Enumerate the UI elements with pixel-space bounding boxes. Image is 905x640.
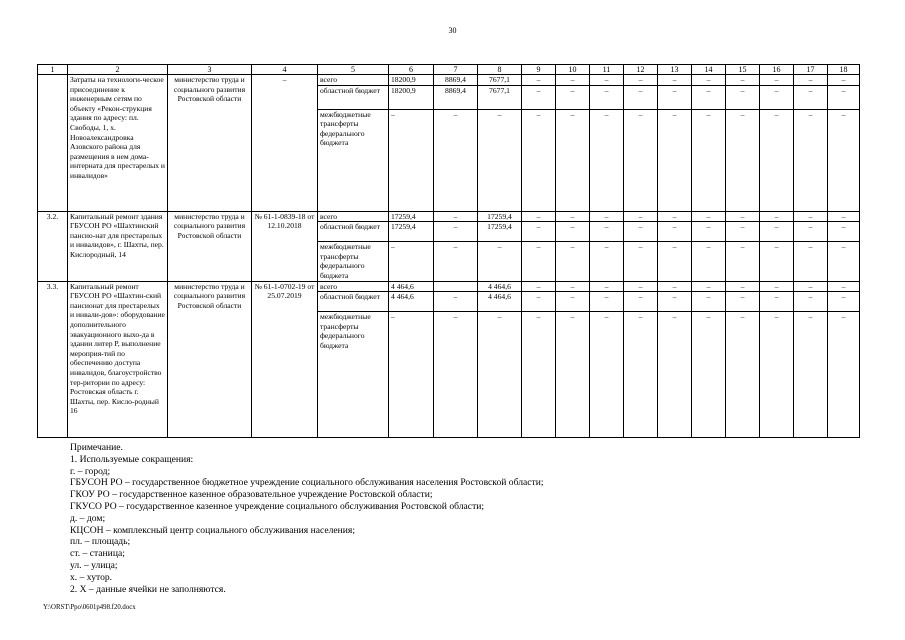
value-total: –	[389, 312, 434, 438]
value-year: –	[828, 292, 860, 312]
value-year: –	[590, 292, 624, 312]
row-number	[38, 75, 68, 212]
value-year: –	[434, 222, 478, 242]
column-number: 4	[252, 65, 318, 75]
value-year: –	[556, 85, 590, 109]
value-year: –	[760, 292, 794, 312]
column-number: 15	[726, 65, 760, 75]
funding-source: межбюджетные трансферты федерального бюджета	[318, 242, 389, 281]
note-line: д. – дом;	[70, 512, 106, 524]
value-year: –	[726, 281, 760, 292]
value-year: –	[760, 75, 794, 86]
value-year: –	[590, 75, 624, 86]
column-number-row	[38, 65, 860, 75]
funding-source: межбюджетные трансферты федерального бюджета	[318, 312, 389, 438]
column-number: 8	[478, 65, 522, 75]
value-year: 7677,1	[478, 85, 522, 109]
note-line: ГКУСО РО – государственное казенное учреждение социального обслуживания Ростовской области;	[70, 500, 485, 512]
row-number: 3.3.	[38, 281, 68, 438]
funding-source: областной бюджет	[318, 292, 389, 312]
value-year: –	[522, 242, 556, 281]
value-year: –	[590, 242, 624, 281]
value-year: –	[556, 281, 590, 292]
column-number: 16	[760, 65, 794, 75]
value-year: –	[828, 211, 860, 222]
value-year: –	[590, 222, 624, 242]
value-year: –	[556, 211, 590, 222]
value-year: –	[522, 85, 556, 109]
value-year: –	[522, 222, 556, 242]
value-year: –	[522, 312, 556, 438]
value-year: –	[590, 281, 624, 292]
value-year: –	[692, 242, 726, 281]
note-line: Примечание.	[70, 442, 123, 453]
funding-source: всего	[318, 281, 389, 292]
value-year: –	[434, 242, 478, 281]
value-year: –	[478, 109, 522, 211]
note-line: х. – хутор.	[70, 571, 113, 583]
column-number: 12	[624, 65, 658, 75]
note-line: ГКОУ РО – государственное казенное образовательное учреждение Ростовской области;	[70, 489, 433, 501]
value-year: –	[658, 281, 692, 292]
value-year: –	[522, 211, 556, 222]
value-year: –	[760, 222, 794, 242]
value-year: –	[794, 109, 828, 211]
value-year: –	[692, 211, 726, 222]
value-year: –	[658, 211, 692, 222]
measure-description: Капитальный ремонт ГБУСОН РО «Шахтин-ский пансионат для престарелых и инвали-дов»: оборудование дополнительного эвакуационного выхо-да в здании литер Р, выполнение мероприя-тий по обеспечению доступа инвалидов, благоустройство тер-ритории по адресу: Ростовская область г. Шахты, пер. Кисло-родный 16	[68, 281, 168, 438]
value-year: –	[624, 281, 658, 292]
value-year: –	[624, 85, 658, 109]
value-year: –	[658, 75, 692, 86]
value-year: –	[556, 312, 590, 438]
page-number: 30	[448, 26, 457, 35]
value-year: –	[828, 109, 860, 211]
value-year: –	[556, 222, 590, 242]
column-number: 3	[168, 65, 252, 75]
value-year: –	[794, 281, 828, 292]
value-year: –	[658, 109, 692, 211]
value-year: –	[590, 109, 624, 211]
value-year: –	[692, 109, 726, 211]
value-year: –	[658, 292, 692, 312]
value-year: –	[726, 242, 760, 281]
value-year: –	[828, 222, 860, 242]
program-table	[37, 64, 860, 438]
value-year: –	[692, 85, 726, 109]
note-line: ГБУСОН РО – государственное бюджетное учреждение социального обслуживания населения Ростовской области;	[70, 477, 544, 489]
note-line: КЦСОН – комплексный центр социального обслуживания населения;	[70, 524, 356, 536]
value-total: 4 464,6	[389, 281, 434, 292]
value-year: –	[760, 85, 794, 109]
value-year: –	[624, 211, 658, 222]
value-year: –	[556, 109, 590, 211]
value-total: 18200,9	[389, 85, 434, 109]
value-year: –	[556, 292, 590, 312]
value-year: –	[760, 211, 794, 222]
column-number: 5	[318, 65, 389, 75]
value-year: 4 464,6	[478, 281, 522, 292]
value-year: –	[522, 281, 556, 292]
column-number: 6	[389, 65, 434, 75]
note-line: 1. Используемые сокращения:	[70, 453, 194, 465]
value-year: –	[434, 211, 478, 222]
value-year: –	[624, 312, 658, 438]
value-year: 7677,1	[478, 75, 522, 86]
value-year: –	[692, 281, 726, 292]
value-year: 17259,4	[478, 222, 522, 242]
value-year: 8869,4	[434, 85, 478, 109]
value-year: –	[828, 242, 860, 281]
value-year: –	[726, 292, 760, 312]
column-number: 1	[38, 65, 68, 75]
value-total: –	[389, 109, 434, 211]
value-year: –	[658, 222, 692, 242]
value-year: –	[624, 109, 658, 211]
value-year: –	[828, 75, 860, 86]
value-total: 4 464,6	[389, 292, 434, 312]
column-number: 10	[556, 65, 590, 75]
responsible-executor: министерство труда и социального развития Ростовской области	[168, 211, 252, 281]
value-year: –	[522, 75, 556, 86]
table-row	[38, 75, 860, 86]
value-year: –	[760, 109, 794, 211]
value-year: 8869,4	[434, 75, 478, 86]
column-number: 11	[590, 65, 624, 75]
value-year: –	[760, 312, 794, 438]
funding-source: всего	[318, 211, 389, 222]
value-year: –	[726, 85, 760, 109]
value-year: –	[692, 75, 726, 86]
table-row	[38, 281, 860, 292]
value-year: –	[828, 312, 860, 438]
funding-source: всего	[318, 75, 389, 86]
value-year: 4 464,6	[478, 292, 522, 312]
value-year: –	[434, 292, 478, 312]
value-year: –	[794, 242, 828, 281]
value-year: –	[522, 109, 556, 211]
value-year: –	[556, 242, 590, 281]
funding-source: межбюджетные трансферты федерального бюджета	[318, 109, 389, 211]
value-year: –	[478, 312, 522, 438]
column-number: 18	[828, 65, 860, 75]
value-year: –	[624, 222, 658, 242]
value-year: –	[624, 75, 658, 86]
value-year: –	[692, 292, 726, 312]
value-year: –	[434, 109, 478, 211]
funding-source: областной бюджет	[318, 222, 389, 242]
value-total: 17259,4	[389, 222, 434, 242]
value-year: –	[760, 281, 794, 292]
value-total: 18200,9	[389, 75, 434, 86]
value-year: –	[794, 222, 828, 242]
value-year: –	[794, 211, 828, 222]
note-line: ул. – улица;	[70, 559, 118, 571]
column-number: 7	[434, 65, 478, 75]
value-year: –	[726, 211, 760, 222]
value-year: –	[434, 312, 478, 438]
value-year: –	[726, 109, 760, 211]
contract-number: –	[252, 75, 318, 212]
value-year: –	[624, 242, 658, 281]
column-number: 13	[658, 65, 692, 75]
contract-number: № 61-1-0839-18 от 12.10.2018	[252, 211, 318, 281]
value-year: –	[556, 75, 590, 86]
notes-block	[70, 442, 544, 595]
value-year: –	[726, 75, 760, 86]
value-year	[434, 281, 478, 292]
value-year: –	[522, 292, 556, 312]
column-number: 17	[794, 65, 828, 75]
value-year: –	[794, 85, 828, 109]
value-year: –	[478, 242, 522, 281]
note-line: 2. Х – данные ячейки не заполняются.	[70, 583, 226, 595]
column-number: 14	[692, 65, 726, 75]
responsible-executor: министерство труда и социального развития Ростовской области	[168, 281, 252, 438]
note-line: ст. – станица;	[70, 548, 125, 560]
value-year: –	[624, 292, 658, 312]
value-year: –	[726, 222, 760, 242]
value-total: –	[389, 242, 434, 281]
value-year: –	[794, 292, 828, 312]
value-year: –	[590, 312, 624, 438]
value-year: –	[828, 281, 860, 292]
value-year: 17259,4	[478, 211, 522, 222]
value-total: 17259,4	[389, 211, 434, 222]
value-year: –	[658, 242, 692, 281]
row-number: 3.2.	[38, 211, 68, 281]
column-number: 2	[68, 65, 168, 75]
note-line: пл. – площадь;	[70, 536, 131, 548]
measure-description: Затраты на технологи-ческое присоединение к инженерным сетям по объекту «Рекон-струкция здания по адресу: пл. Свободы, 1, х. Новоалександровка Азовского района для размещения в нем дома-интерната для престарелых и инвалидов»	[68, 75, 168, 212]
value-year: –	[828, 85, 860, 109]
contract-number: № 61-1-0702-19 от 25.07.2019	[252, 281, 318, 438]
file-path-footer: Y:\ORST\Ppo\0601p498.f20.docx	[43, 604, 136, 611]
value-year: –	[658, 85, 692, 109]
note-line: г. – город;	[70, 465, 111, 477]
value-year: –	[794, 75, 828, 86]
value-year: –	[590, 85, 624, 109]
responsible-executor: министерство труда и социального развития Ростовской области	[168, 75, 252, 212]
value-year: –	[692, 312, 726, 438]
measure-description: Капитальный ремонт здания ГБУСОН РО «Шахтинский пансио-нат для престарелых и инвалидов», г. Шахты, пер. Кислородный, 14	[68, 211, 168, 281]
value-year: –	[692, 222, 726, 242]
value-year: –	[590, 211, 624, 222]
funding-source: областной бюджет	[318, 85, 389, 109]
value-year: –	[760, 242, 794, 281]
value-year: –	[794, 312, 828, 438]
value-year: –	[726, 312, 760, 438]
table-row	[38, 211, 860, 222]
column-number: 9	[522, 65, 556, 75]
value-year: –	[658, 312, 692, 438]
